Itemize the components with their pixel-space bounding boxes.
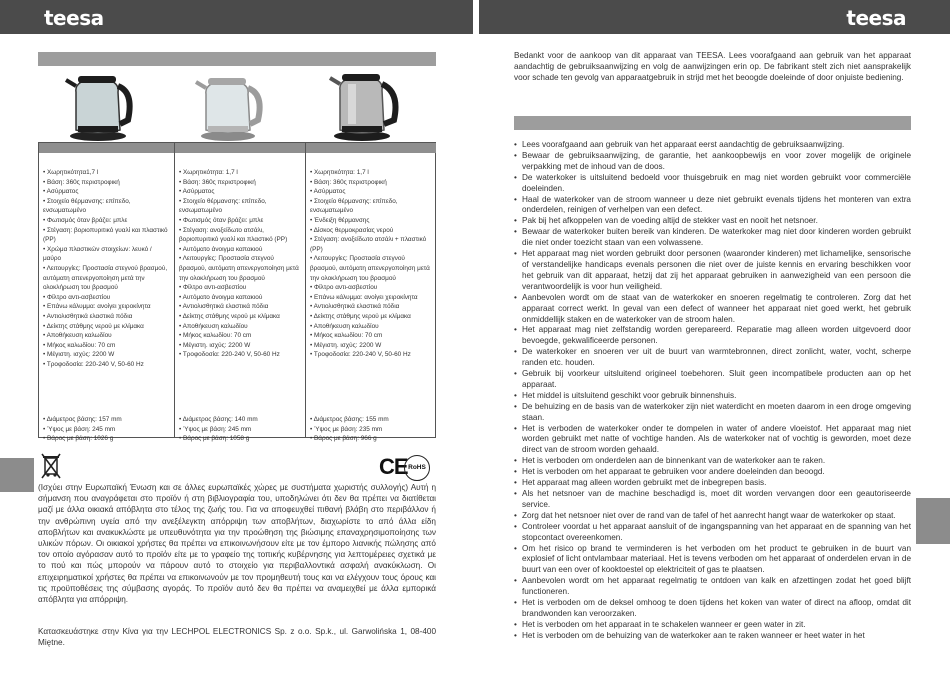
spec-line: • Τροφοδοσία: 220-240 V, 50-60 Hz bbox=[43, 360, 144, 368]
safety-list-item: • Aanbevolen wordt om het apparaat regelmatig te ontdoen van kalk en afzettingen zodat het goed blijft functioneren. bbox=[514, 576, 911, 598]
safety-list-item: • Om het risico op brand te verminderen is het verboden om het product te gebruiken in de buurt van explosief of licht ontvlambaar materiaal. Het is tevens verboden om het apparaat of onderdelen ervan in de buurt van een over of kooktoestel op elektriciteit of gas te plaatsen. bbox=[514, 544, 911, 577]
spec-line: • Μήκος καλωδίου: 70 cm bbox=[179, 332, 252, 340]
spec-line: • Αυτόματο άνοιγμα καπακιού bbox=[179, 245, 263, 253]
header-bar bbox=[0, 0, 950, 34]
spec-lines bbox=[43, 168, 171, 369]
teesa-logo-right: teesa bbox=[846, 6, 906, 30]
safety-list-item: • Het is verboden om onderdelen aan de binnenkant van de waterkoker aan te raken. bbox=[514, 456, 911, 467]
spec-lines bbox=[179, 168, 302, 360]
ce-mark: CE bbox=[379, 454, 408, 479]
spec-line: • Μέγιστη. ισχύς: 2200 W bbox=[179, 341, 251, 349]
safety-list-item: • Het is verboden om het apparaat in te schakelen wanneer er geen water in zit. bbox=[514, 620, 911, 631]
spec-line: • Δείκτης στάθμης νερού με κλίμακα bbox=[310, 312, 411, 320]
spec-dimension-line: • Ύψος με βάση: 235 mm bbox=[310, 425, 383, 433]
dutch-safety-list bbox=[514, 140, 911, 642]
safety-list-item: • Zorg dat het netsnoer niet over de rand van de tafel of het aanrecht hangt waar de waterkoker op staat. bbox=[514, 511, 911, 522]
spec-dimensions bbox=[310, 415, 432, 444]
spec-line: • Αντιολισθητικά ελαστικά πόδια bbox=[179, 303, 269, 311]
spec-line: • Αποθήκευση καλωδίου bbox=[179, 322, 248, 330]
spec-line: • Μήκος καλωδίου: 70 cm bbox=[43, 341, 116, 349]
left-page-tab bbox=[0, 458, 34, 492]
spec-line: • Χωρητικότητα: 1,7 l bbox=[179, 169, 238, 176]
safety-list-item: • Haal de waterkoker van de stroom wanneer u deze niet gebruikt evenals tijdens het monteren van extra onderdelen, reinigen of verhelpen van een defect. bbox=[514, 195, 911, 217]
spec-table bbox=[38, 142, 436, 443]
spec-line: • Ασύρματος bbox=[179, 188, 215, 196]
safety-list-item: • Aanbevolen wordt om de staat van de waterkoker en snoeren regelmatig te controleren. Zorg dat het apparaat correct werkt. In geval van een defect of wanneer het apparaat niet goed werkt, het gebruik onmiddellijk staken en de waterkoker van de stroom halen. bbox=[514, 293, 911, 326]
spec-line: • Βάση: 360ς περιστροφική bbox=[179, 178, 256, 186]
safety-list-item: • De behuizing en de basis van de waterkoker zijn niet waterdicht en moeten daarom in een droge omgeving staan. bbox=[514, 402, 911, 424]
rohs-label: RoHS bbox=[408, 464, 426, 471]
spec-line: • Φίλτρο αντι-ασβεστίου bbox=[43, 293, 111, 301]
safety-list-item: • Bewaar de gebruiksaanwijzing, de garantie, het aankoopbewijs en voor zover mogelijk de originele verpakking met de inhoud van de doos. bbox=[514, 151, 911, 173]
spec-line: • Αυτόματο άνοιγμα καπακιού bbox=[179, 293, 263, 301]
spec-dimension-line: • Διάμετρος βάσης: 157 mm bbox=[43, 416, 122, 423]
right-page-tab bbox=[916, 498, 950, 544]
right-section-band bbox=[514, 116, 911, 130]
left-section-band bbox=[38, 52, 436, 66]
glass-kettle-steel-image bbox=[190, 72, 268, 142]
spread-divider bbox=[473, 0, 479, 34]
dutch-intro-text: Bedankt voor de aankoop van dit apparaat van TEESA. Lees voorafgaand aan gebruik van het apparaat aandachtig de gebruiksaanwijzing en volg de aanwijzingen erin op. De fabrikant stelt zich niet aansprakelijk voor schade ten gevolg van apparaatgebruik in strijd met het beoogde doeleinde of door onjuiste bediening. bbox=[514, 51, 911, 83]
safety-list-item: • Als het netsnoer van de machine beschadigd is, moet dit worden vervangen door een geautoriseerde service. bbox=[514, 489, 911, 511]
safety-list-item: • Het is verboden om de behuizing van de waterkoker aan te raken wanneer er heet water in het bbox=[514, 631, 911, 642]
spec-line: • Χωρητικότητα1,7 l bbox=[43, 169, 99, 176]
spec-header-col3 bbox=[305, 143, 436, 153]
glass-kettle-black-image bbox=[58, 70, 138, 142]
spec-line: • Αντιολισθητικά ελαστικά πόδια bbox=[310, 303, 400, 311]
spec-line: • Τροφοδοσία: 220-240 V, 50-60 Hz bbox=[179, 351, 280, 359]
spec-line: • Φωτισμός όταν βράζει: μπλε bbox=[43, 216, 128, 224]
spec-line: • Στοιχείο θέρμανσης: επίπεδο, ενσωματωμένο bbox=[43, 197, 131, 215]
safety-list-item: • Het apparaat mag alleen worden gebruikt met de inbegrepen basis. bbox=[514, 478, 911, 489]
steel-kettle-image bbox=[322, 70, 404, 142]
safety-list-item: • Gebruik bij voorkeur uitsluitend origineel toebehoren. Sluit geen incompatibele producten aan op het apparaat. bbox=[514, 369, 911, 391]
spec-line: • Αποθήκευση καλωδίου bbox=[43, 332, 112, 340]
spec-line: • Βάση: 360ς περιστροφική bbox=[43, 178, 120, 186]
spec-line: • Μέγιστη. ισχύς: 2200 W bbox=[310, 341, 382, 349]
spec-dimension-line: • Βάρος με βάση: 966 g bbox=[310, 435, 377, 443]
safety-list-item: • De waterkoker en snoeren ver uit de buurt van warmtebronnen, direct zonlicht, water, vocht, scherpe randen etc. houden. bbox=[514, 347, 911, 369]
rohs-badge bbox=[404, 455, 430, 481]
spec-header-col1 bbox=[39, 143, 174, 153]
spec-line: • Ένδειξη θέρμανσης bbox=[310, 216, 370, 224]
spec-header-col2 bbox=[174, 143, 306, 153]
weee-bin-icon bbox=[40, 452, 62, 480]
safety-list-item: • De waterkoker is uitsluitend bedoeld voor thuisgebruik en mag niet worden gebruikt voor commerciële doeleinden. bbox=[514, 173, 911, 195]
safety-list-item: • Het middel is uitsluitend geschikt voor gebruik binnenshuis. bbox=[514, 391, 911, 402]
spec-lines bbox=[310, 168, 432, 360]
spec-dimensions bbox=[179, 415, 302, 444]
spec-line: • Μέγιστη. ισχύς: 2200 W bbox=[43, 351, 115, 359]
spec-line: • Φίλτρο αντι-ασβεστίου bbox=[310, 284, 378, 292]
greek-disposal-text: (Ισχύει στην Ευρωπαϊκή Ένωση και σε άλλες ευρωπαϊκές χώρες με συστήματα χωριστής συλλογής) Αυτή η σήμανση που αναγράφεται στο προϊόν ή στη βιβλιογραφία του, υποδηλώνει ότι δεν θα πρέπει να διατίθεται μαζί με άλλα οικιακά απόβλητα στο τέλος της ζωής του. Για να αποφευχθεί πιθανή βλάβη στο περιβάλλον ή την ανθρώπινη υγεία από την ανεξέλεγκτη απόρριψη των αποβλήτων, διαχωρίστε το από άλλα είδη αποβλήτων και ανακυκλώστε με υπευθυνότητα για την προώθηση της βιώσιμης επαναχρησιμοποίησης των υλικών πόρων. Οι οικιακοί χρήστες θα πρέπει να επικοινωνήσουν είτε με τον έμπορο λιανικής πώλησης από τον οποίο αγόρασαν αυτό το προϊόν είτε με το γραφείο της τοπικής κυβέρνησης για λεπτομέρειες σχετικά με το πού και πώς μπορούν να πάρουν αυτό το στοιχείο για περιβαλλοντικά ασφαλή ανακύκλωση. Οι επιχειρηματικοί χρήστες θα πρέπει να επικοινωνούν με τον προμηθευτή τους και να ελέγχουν τους όρους και τις προϋποθέσεις της σύμβασης αγοράς. Το προϊόν αυτό δεν θα πρέπει να αναμειχθεί με άλλα εμπορικά απόβλητα για απόρριψη. bbox=[38, 483, 436, 605]
spec-dimension-line: • Διάμετρος βάσης: 140 mm bbox=[179, 416, 258, 423]
spec-line: • Στοιχείο θέρμανσης: επίπεδο, ενσωματωμένο bbox=[310, 197, 398, 215]
safety-list-item: • Controleer voordat u het apparaat aansluit of de ingangspanning van het apparaat en de spanning van het stopcontact overeenkomen. bbox=[514, 522, 911, 544]
spec-line: • Χωρητικότητα: 1,7 l bbox=[310, 169, 369, 176]
teesa-logo-left: teesa bbox=[44, 6, 104, 30]
spec-line: • Στοιχείο θέρμανσης: επίπεδο, ενσωματωμένο bbox=[179, 197, 267, 215]
spec-line: • Λειτουργίες: Προστασία στεγνού βρασμού, αυτόματη απενεργοποίηση μετά την ολοκλήρωση του βρασμού bbox=[310, 255, 430, 282]
spec-line: • Στέγαση: βοριοπυριτικό γυαλί και πλαστικό (PP) bbox=[43, 226, 168, 244]
spec-line: • Τροφοδοσία: 220-240 V, 50-60 Hz bbox=[310, 351, 411, 359]
safety-list-item: • Het apparaat mag niet zelfstandig worden gerepareerd. Reparatie mag alleen worden uitgevoerd door bevoegde, gekwalificeerde personen. bbox=[514, 325, 911, 347]
spec-dimension-line: • Διάμετρος βάσης: 155 mm bbox=[310, 416, 389, 423]
spec-line: • Μήκος καλωδίου: 70 cm bbox=[310, 332, 383, 340]
spec-line: • Ασύρματος bbox=[43, 188, 79, 196]
spec-dimension-line: • Ύψος με βάση: 245 mm bbox=[179, 425, 252, 433]
spec-line: • Αποθήκευση καλωδίου bbox=[310, 322, 379, 330]
spec-line: • Φωτισμός όταν βράζει: μπλε bbox=[179, 216, 264, 224]
spec-column bbox=[305, 153, 435, 443]
spec-dimension-line: • Βάρος με βάση: 1026 g bbox=[43, 435, 114, 443]
spec-line: • Δείκτης στάθμης νερού με κλίμακα bbox=[43, 322, 144, 330]
spec-dimension-line: • Βάρος με βάση: 1058 g bbox=[179, 435, 250, 443]
spec-dimensions bbox=[43, 415, 171, 444]
spec-line: • Δείκτης στάθμης νερού με κλίμακα bbox=[179, 312, 280, 320]
safety-list-item: • Lees voorafgaand aan gebruik van het apparaat eerst aandachtig de gebruiksaanwijzing. bbox=[514, 140, 911, 151]
spec-line: • Χρώμα πλαστικών στοιχείων: λευκό / μαύρο bbox=[43, 245, 152, 263]
safety-list-item: • Het is verboden de waterkoker onder te dompelen in water of andere vloeistof. Het apparaat mag niet worden gebruikt met natte of vochtige handen. Als de waterkoker nat of vochtig is geworden, moet deze direct van de stroom worden gehaald. bbox=[514, 424, 911, 457]
spec-line: • Λειτουργίες: Προστασία στεγνού βρασμού, αυτόματη απενεργοποίηση μετά την ολοκλήρωση του βρασμού bbox=[179, 255, 299, 282]
safety-list-item: • Het is verboden om het apparaat te gebruiken voor andere doeleinden dan beoogd. bbox=[514, 467, 911, 478]
spec-line: • Ασύρματος bbox=[310, 188, 346, 196]
spec-dimension-line: • Ύψος με βάση: 245 mm bbox=[43, 425, 116, 433]
safety-list-item: • Bewaar de waterkoker buiten bereik van kinderen. De waterkoker mag niet door kinderen worden gebruikt die niet onder toezicht staan van een volwassene. bbox=[514, 227, 911, 249]
spec-line: • Βάση: 360ς περιστροφική bbox=[310, 178, 387, 186]
spec-column bbox=[174, 153, 305, 443]
spec-line: • Λειτουργίες: Προστασία στεγνού βρασμού, αυτόματη απενεργοποίηση μετά την ολοκλήρωση του βρασμού bbox=[43, 264, 168, 292]
greek-manufacturer-text: Κατασκευάστηκε στην Κίνα για την LECHPOL ELECTRONICS Sp. z o.o. Sp.k., ul. Garwolińska 1, 08-400 Miętne. bbox=[38, 627, 436, 648]
spec-line: • Στέγαση: ανοξείδωτο ατσάλι + πλαστικό (PP) bbox=[310, 236, 427, 253]
safety-list-item: • Het is verboden om de deksel omhoog te doen tijdens het koken van water of direct na afloop, omdat dit brandwonden kan veroorzaken. bbox=[514, 598, 911, 620]
spec-line: • Αντιολισθητικά ελαστικά πόδια bbox=[43, 312, 133, 320]
spec-line: • Φίλτρο αντι-ασβεστίου bbox=[179, 284, 247, 292]
spec-column bbox=[39, 153, 174, 443]
safety-list-item: • Het apparaat mag niet worden gebruikt door personen (waaronder kinderen) met lichamelijke, sensorische of verstandelijke handicaps evenals personen die niet over de juiste kennis en ervaring beschikken voor het gebruik van dit apparaat, hetzij dat zij het apparaat gebruiken in aanwezigheid van een persoon die verantwoordelijk is voor hun veiligheid. bbox=[514, 249, 911, 293]
safety-list-item: • Pak bij het afkoppelen van de voeding altijd de stekker vast en nooit het netsnoer. bbox=[514, 216, 911, 227]
spec-line: • Επάνω κάλυμμα: ανοίγει χειροκίνητα bbox=[43, 303, 151, 311]
spec-line: • Στέγαση: ανοξείδωτο ατσάλι, βοριοπυριτικό γυαλί και πλαστικό (PP) bbox=[179, 226, 288, 244]
spec-line: • Επάνω κάλυμμα: ανοίγει χειροκίνητα bbox=[310, 293, 418, 301]
spec-line: • Δίσκος θερμοκρασίας νερού bbox=[310, 226, 394, 234]
